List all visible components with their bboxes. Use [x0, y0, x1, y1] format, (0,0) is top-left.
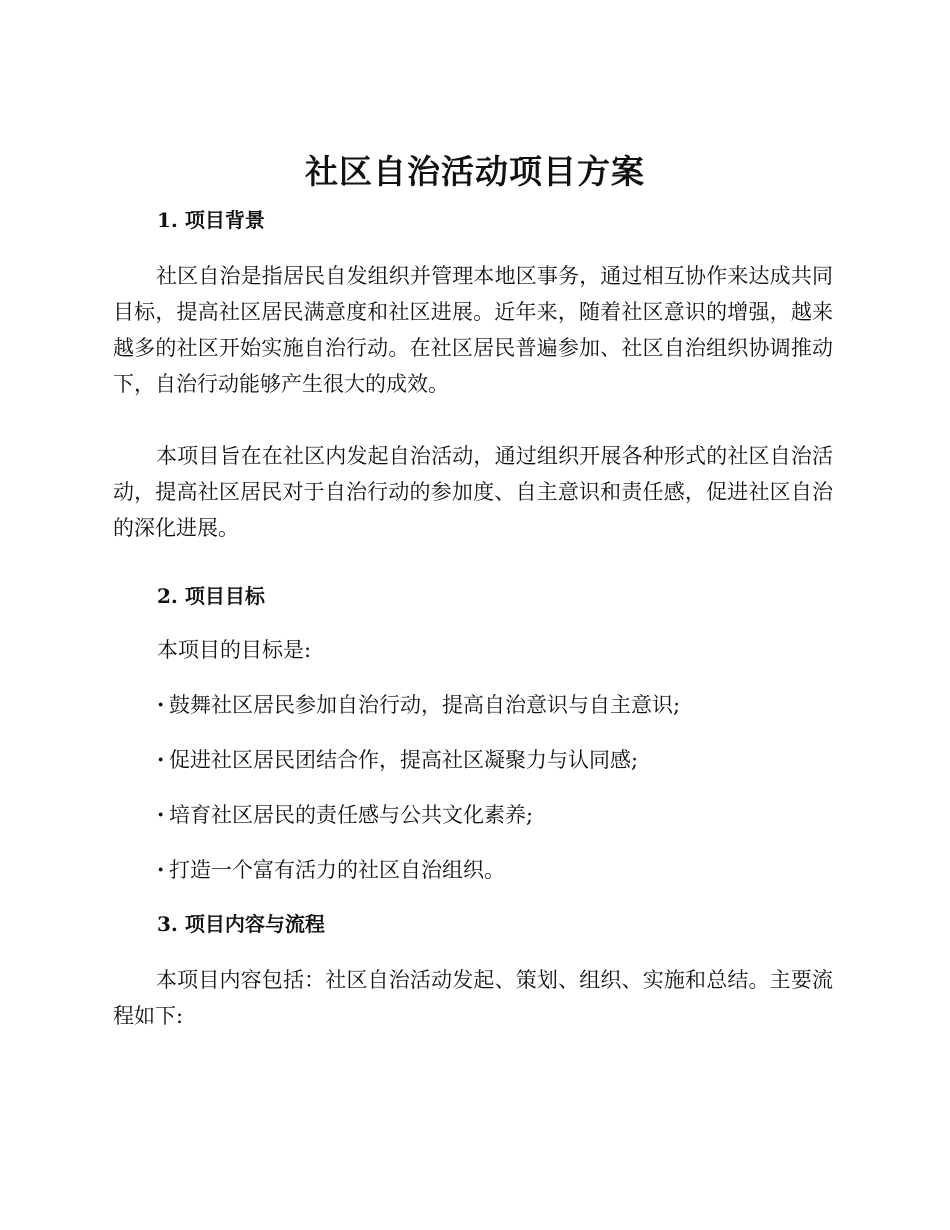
goal-bullet-item [157, 742, 837, 778]
bullet-dot: · [157, 857, 165, 882]
section-heading-goals: 2. 项目目标 [157, 584, 265, 608]
goal-bullet-text: 鼓舞社区居民参加自治行动，提高自治意识与自主意识; [169, 693, 681, 717]
goal-bullet-text: 打造一个富有活力的社区自治组织。 [169, 858, 505, 882]
background-paragraph-2: 本项目旨在在社区内发起自治活动，通过组织开展各种形式的社区自治活动，提高社区居民对于自治行动的参加度、自主意识和责任感，促进社区自治的深化进展。 [113, 444, 833, 540]
goal-bullet-text: 促进社区居民团结合作，提高社区凝聚力与认同感; [169, 748, 639, 772]
goal-bullet-item [157, 797, 837, 833]
bullet-dot: · [157, 802, 165, 827]
goals-intro: 本项目的目标是: [157, 638, 312, 662]
goal-bullet-item [157, 852, 837, 888]
bullet-dot: · [157, 692, 165, 717]
goal-bullet-item [157, 687, 837, 723]
content-flow-paragraph: 本项目内容包括：社区自治活动发起、策划、组织、实施和总结。主要流程如下: [113, 968, 833, 1028]
section-heading-background: 1. 项目背景 [157, 208, 265, 232]
background-paragraph-1: 社区自治是指居民自发组织并管理本地区事务，通过相互协作来达成共同目标，提高社区居民满意度和社区进展。近年来，随着社区意识的增强，越来越多的社区开始实施自治行动。在社区居民普遍参加、社区自治组织协调推动下，自治行动能够产生很大的成效。 [113, 264, 833, 396]
goal-bullet-text: 培育社区居民的责任感与公共文化素养; [169, 803, 534, 827]
section-heading-content-flow: 3. 项目内容与流程 [157, 912, 325, 936]
bullet-dot: · [157, 747, 165, 772]
document-title: 社区自治活动项目方案 [305, 152, 645, 191]
